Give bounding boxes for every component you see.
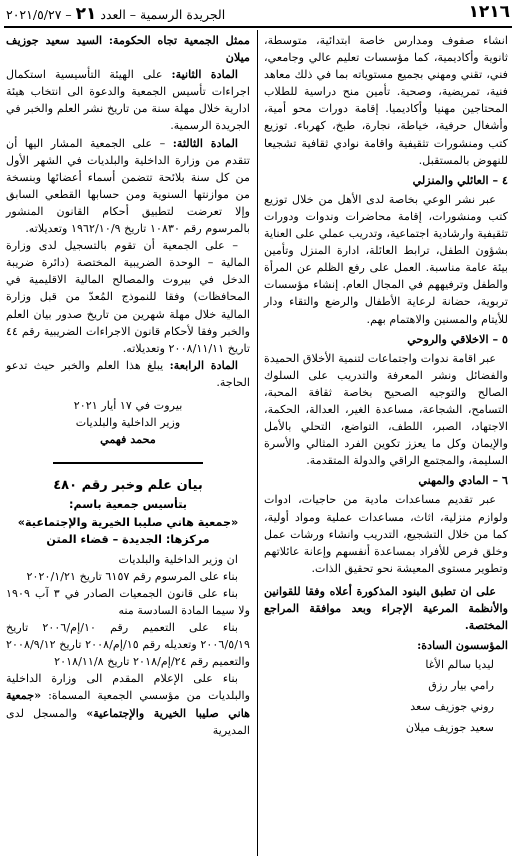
section-6-title: ٦ – المادي والمهني [418,473,508,488]
government-representative: ممثل الجمعية تجاه الحكومة: السيد سعيد جوزيف ميلان [6,33,250,65]
article-3-text: – على الجمعية المشار اليها أن تتقدم من وزارة الداخلية والبلديات في الشهر الأول من كل سنة بلائحة تتضمن أسماء أعضائها وبنسخة من موازنتها السنوية ومن حسابها القطعي السابق وإلا تعرضت لتطبيق أحكام القانون المنشور بالمرسوم رقم ١٠٨٣٠ تاريخ ١٩٦٢/١٠/٩ وتعديلاته. [6,136,250,236]
article-2-label: المادة الثانية: [171,67,238,82]
founder-item: سعيد جوزيف ميلان [405,721,494,735]
section-5-title: ٥ – الاخلاقي والروحي [407,331,508,346]
article-4 [6,357,250,391]
article-4-label: المادة الرابعة: [169,357,238,372]
paragraph-compliance: على ان تطبق البنود المذكورة أعلاه وفقا للقوانين والأنظمة المرعية الإجراء وبعد موافقة المراجع المختصة. [264,583,508,633]
section-4-title: ٤ – العائلي والمنزلي [412,172,508,187]
article-3-part-2: – على الجمعية أن تقوم بالتسجيل لدى وزارة المالية – الوحدة الضريبية المختصة (دائرة ضريبة الدخل في بيروت والمصالح المالية الاقليمية في المحافظات) وفقا للنموذج المُعدّ من قبل وزارة المالية خلال مهلة شهرين من تاريخ صدور بيان العلم والخبر وفقا لأحكام قانون الاجراءات الضريبية رقم ٤٤ تاريخ ٢٠٠٨/١١/١١ وتعديلاته. [6,239,250,355]
article-3-label: المادة الثالثة: [172,135,238,150]
issuer-intro: ان وزير الداخلية والبلديات [118,552,238,566]
journal-title: الجريدة الرسمية – العدد [100,7,226,22]
paragraph-education: انشاء صفوف ومدارس خاصة ابتدائية، متوسطة، ثانوية وأكاديمية، كما مؤسسات تعليم عالي وجامعي، فني، تقني ومهني بجميع مستوياته بما في ذلك معاهد فنية، تمريضية، وصحية. تأمين منح دراسية للطلاب المحتاجين مهنيا وأكاديميا. إقامة دورات محو أمية، وأشغال حرفية، خياطة، نجارة، طبخ، كهرباء. توزيع كتب ومنشورات تثقيفية واقامة نوادي ثقافية تشجيعا للنهوض بالمستقبل. [264,34,508,167]
right-column [264,32,508,738]
signature-title: وزير الداخلية والبلديات [75,416,181,430]
citation-4 [6,670,250,738]
citation-3: بناء على التعميم رقم ١٠/إم/٢٠٠٦ تاريخ ٢٠٠٦/٥/١٩ وتعديله رقم ١٥/إم/٢٠٠٨ تاريخ ٢٠٠٨/٩/١٢ والتعميم رقم ٢٤/إم/٢٠١٨ تاريخ ٢٠١٨/١١/٨ [6,621,251,669]
issue-number: ٢١ [75,4,97,24]
notice-divider [6,454,250,471]
association-headquarters: مركزها: الجديدة – قضاء المتن [46,532,210,546]
signature-date: بيروت في ١٧ أيار ٢٠٢١ [73,398,183,412]
article-2-text: على الهيئة التأسيسية استكمال اجراءات تأسيس الجمعية والدعوة الى انتخاب هيئة ادارية خلال مهلة سنة من تاريخ نشر العلم والخبر في الجريدة الرسمية. [6,68,250,133]
founder-item: ليديا سالم الأغا [425,658,494,672]
issue-date: – ٢٠٢١/٥/٢٧ [6,7,72,22]
notice-title: بيان علم وخبر رقم ٤٨٠ [53,478,203,494]
paragraph-family: عبر نشر الوعي بخاصة لدى الأهل من خلال توزيع كتب ومنشورات، إقامة محاضرات وندوات ودورات تثقيفية وارشادية اجتماعية، وتدريب عملي على العناية بشؤون الطفل، ترابط العائلة، ادارة المنزل وتأمين بيئة عامة مناسبة. العمل على رفع الظلم عن المرأة والطفل وترفيههم في المجال العام. إنشاء مؤسسات تربوية، حضانة لرعاية الأطفال والرضع والتقاء ودار للأيتام والمسنين والاهتمام بهم. [264,192,508,326]
signature-name: محمد فهمي [100,432,156,447]
page-header [0,0,516,24]
citation-4-end: والمسجل لدى المديرية [6,706,250,737]
paragraph-material: عبر تقديم مساعدات مادية من حاجيات، ادوات ولوازم منزلية، اثاث، مساعدات عملية ومواد أولية، كما من خلال التشجيع، التدريب وانشاء ورشات عمل وخلق فرص للأفراد بمساعدة أنفسهم وإعانة عائلاتهم وتطوير مستوى المعيشة نحو تحقيق الذات. [264,493,508,575]
divider-bar [53,462,203,464]
founder-item: روني جوزيف سعد [410,700,494,714]
header-rule [4,26,512,28]
paragraph-moral: عبر اقامة ندوات واجتماعات لتنمية الأخلاق الحميدة والفضائل ونشر المعرفة والتدريب على السلوك الصالح والتوجيه الصحيح بخاصة ثقافة المحبة، التسامح، الشجاعة، مساعدة الغير، العدالة، الحكمة، الاجتهاد، الصبر، اللطف، التواضع، التحلي بالأمل والإيمان وكل ما يعزز تكوين الفرد المثالي والأسرة السليمة، والمجتمع الراقي والدولة المتقدمة. [264,351,508,468]
citation-1: بناء على المرسوم رقم ٦١٥٧ تاريخ ٢٠٢٠/١/٢١ [26,569,238,583]
article-3 [6,135,250,238]
citation-4-association: «جمعية هاني صليبا الخيرية والإجتماعية» [6,688,251,720]
left-column [6,32,250,739]
founder-item: رامي بيار رزق [428,679,494,693]
journal-title-line [6,4,225,24]
founders-title: المؤسسون السادة: [417,638,508,653]
association-name: «جمعية هاني صليبا الخيرية والإجتماعية» [17,515,239,529]
page-number: ١٢١٦ [468,2,510,22]
column-divider [257,30,258,856]
article-2 [6,66,250,134]
citation-4-start: بناء على الإعلام المقدم الى وزارة الداخلية والبلديات من مؤسسي الجمعية المسماة: [6,672,250,703]
article-4-text: يبلغ هذا العلم والخبر حيث تدعو الحاجة. [6,358,250,389]
citation-2: بناء على قانون الجمعيات الصادر في ٣ آب ١٩٠٩ ولا سيما المادة السادسة منه [6,586,250,617]
notice-subtitle: بتأسيس جمعية باسم: [68,498,188,512]
